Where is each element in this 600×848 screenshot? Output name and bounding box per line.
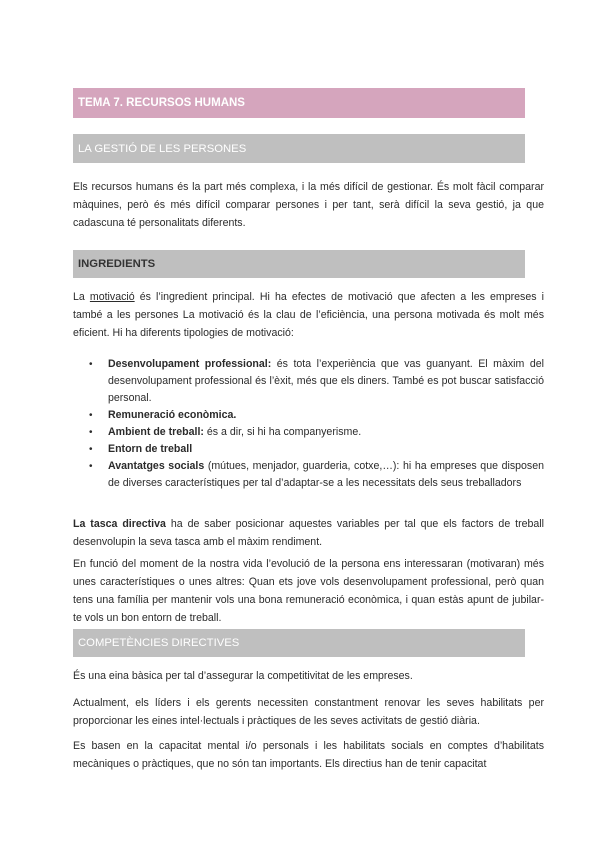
section-header-ingredients-text: INGREDIENTS	[78, 258, 156, 270]
list-item-bold: Remuneració econòmica.	[108, 409, 237, 421]
paragraph-actualment: Actualment, els líders i els gerents necessiten constantment renovar les seves habilitats per proporcionar les eines intel·lectuals i pràctiques de les seves activitats de gestió diària.	[73, 697, 544, 727]
list-item	[73, 441, 544, 458]
list-item-text: (mútues, menjador, guarderia, cotxe,…): hi ha empreses que disposen de diverses característiques per tal d’adaptar-se a les necessitats dels seus treballadors	[108, 460, 544, 489]
bullet-icon: •	[89, 359, 93, 370]
paragraph-intro: Els recursos humans és la part més complexa, i la més difícil de gestionar. És molt fàcil comparar màquines, però és més difícil comparar persones i per tant, serà difícil la seva gestió, ja que cadascuna té personalitats diferents.	[73, 181, 544, 229]
list-item-bold: Ambient de treball:	[108, 426, 204, 438]
motivacio-link-word: motivació	[89, 291, 135, 303]
list-item-text: és tota l’experiència que vas guanyant. El màxim del desenvolupament professional és l’èxit, més que els diners. També es pot buscar satisfacció personal.	[108, 358, 544, 404]
section-header-gestio	[73, 134, 525, 163]
list-item-bold: Entorn de treball	[108, 443, 193, 455]
tasca-bold: La tasca directiva	[73, 518, 166, 530]
list-item	[73, 407, 544, 424]
list-item	[73, 424, 544, 441]
title-text: TEMA 7. RECURSOS HUMANS	[78, 97, 245, 109]
paragraph-basen: Es basen en la capacitat mental i/o personals i les habilitats socials en comptes d’habilitats mecàniques o pràctiques, que no són tan importants. Els directius han de tenir capacitat	[73, 740, 544, 770]
paragraph-eina: És una eina bàsica per tal d’assegurar la competitivitat de les empreses.	[73, 670, 413, 682]
paragraph-funcio: En funció del moment de la nostra vida l’evolució de la persona ens interessaran (motivaran) més unes característiques o unes altres: Quan ets jove vols desenvolupament professional, però quan tens una família per mantenir vols una bona remuneració econòmica, i quan estàs apunt de jubilar-te vols un bon entorn de treball.	[73, 558, 544, 624]
bullet-icon: •	[89, 427, 93, 438]
section-header-competencies-text: COMPETÈNCIES DIRECTIVES	[78, 637, 240, 649]
tasca-post: ha de saber posicionar aquestes variables per tal que els factors de treball desenvolupin la seva tasca amb el màxim rendiment.	[73, 518, 545, 548]
paragraph-motivacio	[73, 288, 544, 342]
list-item	[73, 356, 544, 407]
bullet-icon: •	[89, 410, 93, 421]
paragraph-tasca	[73, 515, 544, 551]
motivacio-pre: La	[73, 291, 90, 303]
section-header-gestio-text: LA GESTIÓ DE LES PERSONES	[78, 142, 247, 155]
list-item-bold: Avantatges socials	[108, 460, 205, 472]
list-item	[73, 458, 544, 492]
section-header-ingredients	[73, 250, 525, 278]
list-item-text: és a dir, si hi ha companyerisme.	[203, 426, 362, 438]
bullet-icon: •	[89, 444, 93, 455]
bullet-icon: •	[89, 461, 93, 472]
title-bar	[73, 88, 525, 118]
section-header-competencies	[73, 629, 525, 657]
list-item-bold: Desenvolupament professional:	[108, 358, 272, 370]
motivacio-post: és l’ingredient principal. Hi ha efectes de motivació que afecten a les empreses i també a les persones La motivació és la clau de l’eficiència, una persona motivada és molt més eficient. Hi ha diferents tipologies de motivació:	[73, 291, 544, 339]
motivation-types-list	[73, 356, 544, 492]
